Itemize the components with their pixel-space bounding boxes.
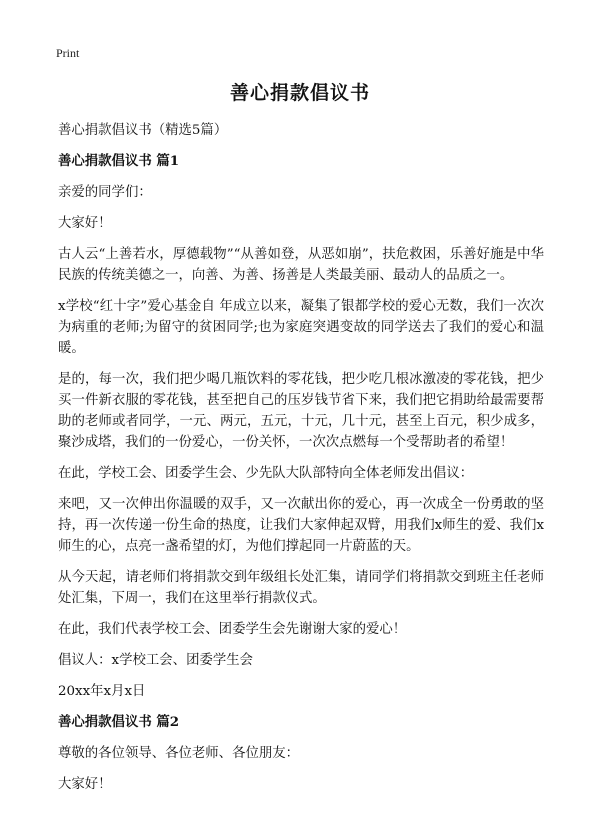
- section-heading-2: 善心捐款倡议书 篇2: [58, 714, 180, 730]
- greeting: 大家好！: [58, 777, 112, 792]
- salutation: 尊敬的各位领导、各位老师、各位朋友：: [58, 746, 300, 761]
- document-body: [58, 120, 544, 805]
- salutation: 亲爱的同学们：: [58, 185, 152, 200]
- body-paragraph: 从今天起，请老师们将捐款交到年级组长处汇集，请同学们将捐款交到班主任老师处汇集，下周一，我们在这里举行捐款仪式。: [58, 570, 544, 606]
- body-paragraph: 来吧，又一次伸出你温暖的双手，又一次献出你的爱心，再一次成全一份勇敢的坚持，再一次传递一份生命的热度，让我们大家伸起双臂，用我们x师生的爱、我们x师生的心，点亮一盏希望的灯，为他们撑起同一片蔚蓝的天。: [58, 497, 544, 554]
- body-paragraph: 是的，每一次，我们把少喝几瓶饮料的零花钱，把少吃几根冰激凌的零花钱，把少买一件新衣服的零花钱，甚至把自己的压岁钱节省下来，我们把它捐助给最需要帮助的老师或者同学，一元、两元，五元，十元，几十元，甚至上百元，积少成多，聚沙成塔，我们的一份爱心，一份关怀，一次次点燃每一个受帮助者的希望！: [58, 372, 544, 450]
- body-paragraph: 在此，我们代表学校工会、团委学生会先谢谢大家的爱心！: [58, 622, 407, 637]
- date-line: 20xx年x月x日: [58, 684, 146, 699]
- body-paragraph: 在此，学校工会、团委学生会、少先队大队部特向全体老师发出倡议：: [58, 466, 474, 481]
- print-label: Print: [56, 46, 80, 60]
- greeting: 大家好！: [58, 216, 112, 231]
- section-heading-1: 善心捐款倡议书 篇1: [58, 153, 180, 169]
- document-subtitle: 善心捐款倡议书（精选5篇）: [58, 123, 228, 138]
- signatory: 倡议人：x学校工会、团委学生会: [58, 653, 254, 668]
- body-paragraph: x学校“红十字”爱心基金自 年成立以来，凝集了银都学校的爱心无数，我们一次次为病重的老师;为留守的贫困同学;也为家庭突遇变故的同学送去了我们的爱心和温暖。: [58, 299, 544, 356]
- document-title: 善心捐款倡议书: [229, 82, 370, 104]
- body-paragraph: 古人云“上善若水，厚德载物”“从善如登，从恶如崩”，扶危救困，乐善好施是中华民族的传统美德之一，向善、为善、扬善是人类最美丽、最动人的品质之一。: [58, 247, 544, 283]
